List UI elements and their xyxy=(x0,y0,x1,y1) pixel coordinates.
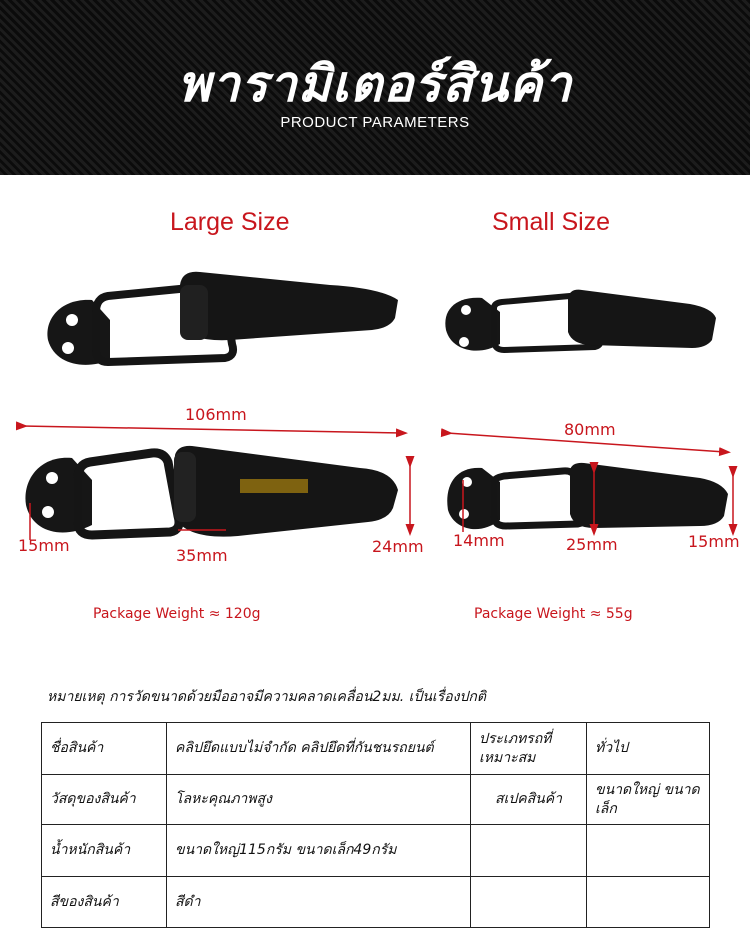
table-row xyxy=(42,723,710,775)
small-latch-dimension-photo xyxy=(447,433,733,532)
large-latch-dimension-photo xyxy=(22,426,410,540)
spec-empty-cell xyxy=(587,825,710,877)
spec-value-specification: ขนาดใหญ่ ขนาดเล็ก xyxy=(587,775,710,825)
banner-subtitle: PRODUCT PARAMETERS xyxy=(280,114,470,131)
large-latch-top-photo xyxy=(47,272,398,365)
table-row xyxy=(42,877,710,928)
small-package-weight: Package Weight ≈ 55g xyxy=(474,606,633,622)
measurement-note: หมายเหตุ การวัดขนาดด้วยมืออาจมีความคลาดเคลื่อน2มม. เป็นเรื่องปกติ xyxy=(47,689,486,705)
spec-value-vehicle-type: ทั่วไป xyxy=(587,723,710,775)
table-row xyxy=(42,825,710,877)
small-latch-top-photo xyxy=(445,290,716,351)
spec-label-specification: สเปคสินค้า xyxy=(471,775,587,825)
spec-empty-cell xyxy=(471,825,587,877)
spec-value-weight: ขนาดใหญ่115กรัม ขนาดเล็ก49กรัม xyxy=(167,825,471,877)
small-size-title: Small Size xyxy=(492,208,611,236)
spec-label-color: สีของสินค้า xyxy=(42,877,167,928)
spec-label-weight: น้ำหนักสินค้า xyxy=(42,825,167,877)
spec-value-color: สีดำ xyxy=(167,877,471,928)
large-length-label: 106mm xyxy=(185,405,247,424)
spec-empty-cell xyxy=(587,877,710,928)
large-size-title: Large Size xyxy=(170,208,290,236)
spec-value-material: โลหะคุณภาพสูง xyxy=(167,775,471,825)
table-row xyxy=(42,775,710,825)
spec-label-vehicle-type: ประเภทรถที่เหมาะสม xyxy=(471,723,587,775)
large-left-dim-label: 15mm xyxy=(18,536,70,555)
spec-label-material: วัสดุของสินค้า xyxy=(42,775,167,825)
small-right-dim-label: 15mm xyxy=(688,532,740,551)
large-right-dim-label: 24mm xyxy=(372,537,424,556)
small-left-dim-label: 14mm xyxy=(453,531,505,550)
spec-table xyxy=(41,722,710,928)
large-bottom-dim-label: 35mm xyxy=(176,546,228,565)
small-length-label: 80mm xyxy=(564,420,616,439)
small-bottom-dim-label: 25mm xyxy=(566,535,618,554)
large-package-weight: Package Weight ≈ 120g xyxy=(93,606,261,622)
spec-empty-cell xyxy=(471,877,587,928)
spec-value-product-name: คลิปยึดแบบไม่จำกัด คลิปยึดที่กันชนรถยนต์ xyxy=(167,723,471,775)
spec-label-product-name: ชื่อสินค้า xyxy=(42,723,167,775)
banner-title: พารามิเตอร์สินค้า xyxy=(177,55,573,113)
